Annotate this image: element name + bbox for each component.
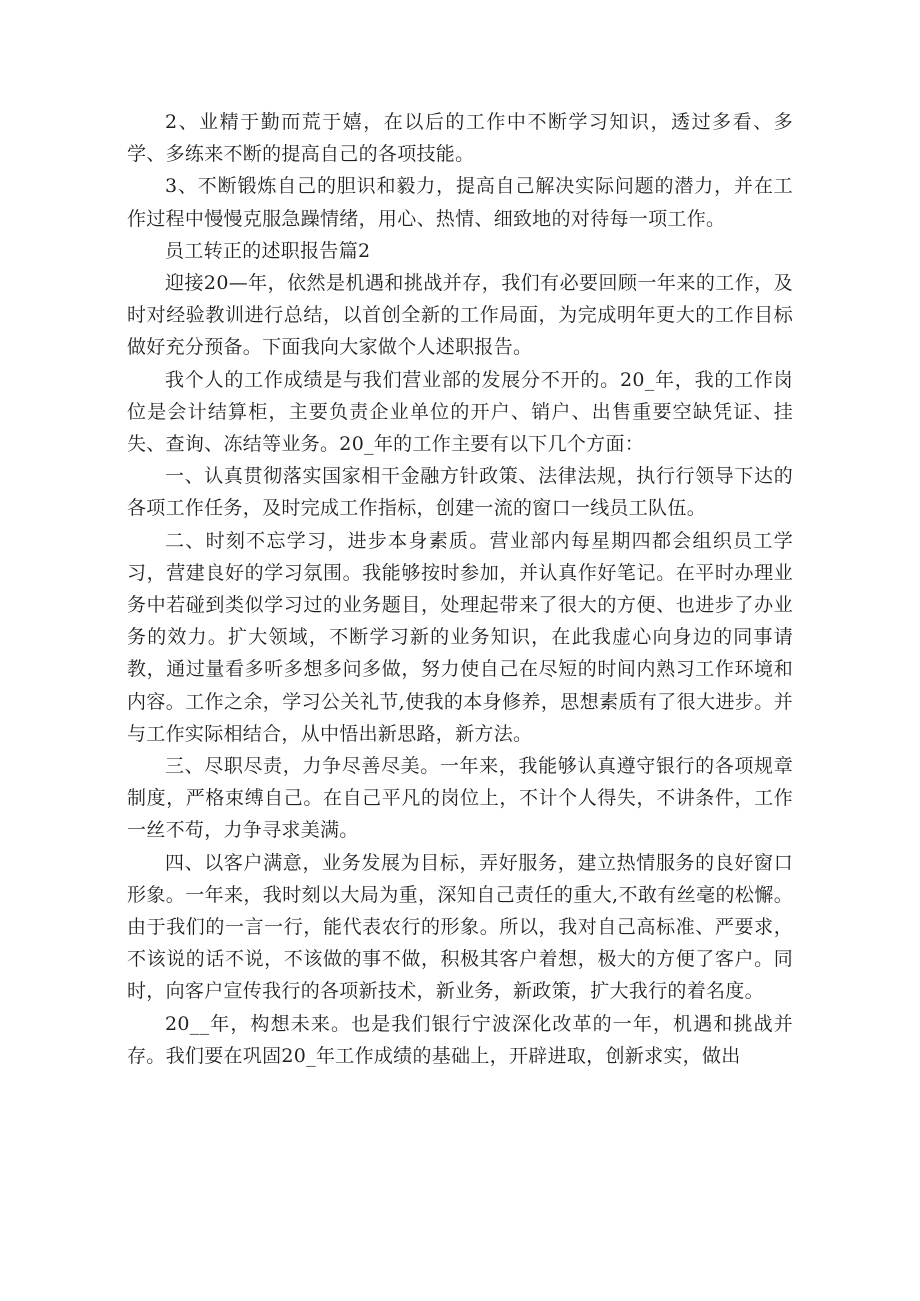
section-heading: 员工转正的述职报告篇2	[165, 239, 371, 262]
paragraph-9: 20__年，构想未来。也是我们银行宁波深化改革的一年，机遇和挑战并存。我们要在巩固20_年工作成绩的基础上，开辟进取，创新求实，做出	[127, 1012, 793, 1067]
paragraph-4: 我个人的工作成绩是与我们营业部的发展分不开的。20_年，我的工作岗位是会计结算柜，主要负责企业单位的开户、销户、出售重要空缺凭证、挂失、查询、冻结等业务。20_年的工作主要有以下几个方面：	[127, 368, 793, 456]
paragraph-3: 迎接20—年，依然是机遇和挑战并存，我们有必要回顾一年来的工作，及时对经验教训进行总结，以首创全新的工作局面，为完成明年更大的工作目标做好充分预备。下面我向大家做个人述职报告。	[127, 272, 793, 359]
paragraph-7: 三、尽职尽责，力争尽善尽美。一年来，我能够认真遵守银行的各项规章制度，严格束缚自己。在自己平凡的岗位上，不计个人得失，不讲条件，工作一丝不苟，力争寻求美满。	[127, 755, 793, 842]
paragraph-6: 二、时刻不忘学习，进步本身素质。营业部内每星期四都会组织员工学习，营建良好的学习氛围。我能够按时参加，并认真作好笔记。在平时办理业务中若碰到类似学习过的业务题目，处理起带来了很大的方便、也进步了办业务的效力。扩大领域，不断学习新的业务知识，在此我虚心向身边的同事请教，通过量看多听多想多问多做，努力使自己在尽短的时间内熟习工作环境和内容。工作之余，学习公关礼节,使我的本身修养，思想素质有了很大进步。并与工作实际相结合，从中悟出新思路，新方法。	[127, 529, 793, 745]
paragraph-5: 一、认真贯彻落实国家相干金融方针政策、法律法规，执行行领导下达的各项工作任务，及时完成工作指标，创建一流的窗口一线员工队伍。	[127, 465, 793, 520]
paragraph-1: 2、业精于勤而荒于嬉，在以后的工作中不断学习知识，透过多看、多学、多练来不断的提高自己的各项技能。	[127, 111, 793, 166]
paragraph-8: 四、以客户满意，业务发展为目标，弄好服务，建立热情服务的良好窗口形象。一年来，我时刻以大局为重，深知自己责任的重大,不敢有丝毫的松懈。由于我们的一言一行，能代表农行的形象。所以，我对自己高标准、严要求，不该说的话不说，不该做的事不做，积极其客户着想，极大的方便了客户。同时，向客户宣传我行的各项新技术，新业务，新政策，扩大我行的着名度。	[127, 851, 793, 1003]
document-body	[127, 106, 793, 1072]
paragraph-2: 3、不断锻炼自己的胆识和毅力，提高自己解决实际问题的潜力，并在工作过程中慢慢克服急躁情绪，用心、热情、细致地的对待每一项工作。	[127, 175, 793, 230]
